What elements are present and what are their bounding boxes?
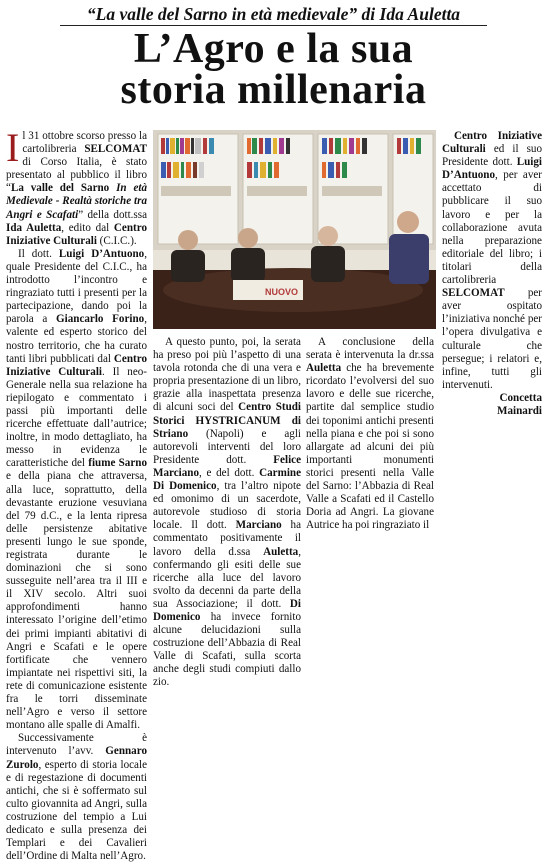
photo-caption: NUOVO — [265, 287, 299, 297]
article-column-1 — [6, 125, 148, 863]
headline — [0, 26, 547, 113]
paragraph-5: A conclusione della serata è intervenuta la dr.ssa Auletta che ha brevemente ricordato l’evolversi del suo lavoro e delle sue ricerche, partite dal semplice studio dei toponimi antichi presenti nella piana e che poi si sono allargate ad alcuni dei più importanti monumenti storici presenti nella Valle del Sarno: l’Abbazia di Real Valle a Scafati ed il Castello Doria ad Angri. La giovane Autrice ha poi ringraziato il — [306, 336, 434, 532]
article-column-4 — [442, 130, 542, 418]
event-photo — [153, 130, 436, 329]
signature-first: Concetta — [499, 391, 542, 404]
headline-line-1: L’Agro e la sua — [133, 26, 414, 72]
paragraph-3: Successivamente è intervenuto l’avv. Gennaro Zurolo, esperto di storia locale e di regestazione di documenti antichi, che si è soffermato sul culto giovannita ad Angri, sulla costruzione del tempio a Lui dedicato e sulla presenza dei Templari e dei Cavalieri dell’Ordine di Malta nell’Agro. — [6, 732, 147, 863]
paragraph-4: A questo punto, poi, la serata ha preso poi più l’aspetto di una tavola rotonda che di una vera e propria presentazione di un libro, grazie alla inaspettata presenza di alcuni soci del Centro Studi Storici HYSTRICANUM di Striano (Napoli) e agli autorevoli interventi del loro Presidente dott. Felice Marciano, e del dott. Carmine Di Domenico, tra l’altro nipote ed omonimo di un sacerdote, autorevole studioso di storia locale. Il dott. Marciano ha commentato positivamente il lavoro della d.ssa Auletta, confermando gli esiti delle sue ricerche alla luce del lavoro svolto da decenni da parte della sua Associazione; il dott. Di Domenico ha invece fornito alcune delucidazioni sulla costruzione dell’Abbazia di Real Valle di Scafati, sulla scorta anche degli studi compiuti dallo zio. — [153, 336, 302, 689]
article-column-3 — [306, 336, 434, 532]
headline-line-2: storia millenaria — [120, 67, 427, 113]
kicker: “La valle del Sarno in età medievale” di Ida Auletta — [86, 4, 461, 24]
signature-last: Mainardi — [497, 404, 542, 417]
dropcap: I — [6, 125, 20, 170]
paragraph-2: Il dott. Luigi D’Antuono, quale Presidente del C.I.C., ha introdotto l’incontro e ringraziato tutti i presenti per la partecipazione, dando poi la parola a Giancarlo Forino, valente ed esperto storico del nostro territorio, che ha curato tanti libri pubblicati dal Centro Iniziative Culturali. Il neo-Generale nella sua relazione ha riepilogato e commentato i passi più importanti delle ricerche effettuate dall’autrice; inoltre, in modo dettagliato, ha messo in evidenza le caratteristiche del fiume Sarno e della piana che attraversa, alla luce, soprattutto, della devastante eruzione vesuviana del 79 d.C., e la lenta ripresa delle persistenze abitative presenti lungo le sue sponde, registrata durante le dominazioni che si sono susseguite nell’area tra il III e il XIV secolo. Altri suoi approfondimenti hanno interessato l’origine dell’etimo dei primi impianti abitativi di Angri e Scafati e le opere fortificate che vennero impiantate nei rispettivi siti, la rete di comunicazione esistente fra le torri disseminate nell’Agro e verso il settore montano alle spalle di Amalfi. — [6, 247, 148, 732]
photo-illustration — [153, 130, 436, 329]
paragraph-5-cont: Centro Iniziative Culturali ed il suo Presidente dott. Luigi D’Antuono, per aver accettato di pubblicare il suo lavoro e per la collaborazione avuta nella preparazione editoriale del libro; i titolari della cartolibreria SELCOMAT per aver ospitato l’iniziativa nonché per l’opera divulgativa e culturale che persegue; i relatori e, infine, tutti gli intervenuti. — [442, 130, 542, 391]
article-column-2 — [153, 336, 301, 690]
paragraph-1: Il 31 ottobre scorso presso la cartolibreria SELCOMAT di Corso Italia, è stato presentato al pubblico il libro “La valle del Sarno In età Medievale - Realtà storiche tra Angri e Scafati” della dott.ssa Ida Auletta, edito dal Centro Iniziative Culturali (C.I.C.). — [6, 125, 147, 247]
